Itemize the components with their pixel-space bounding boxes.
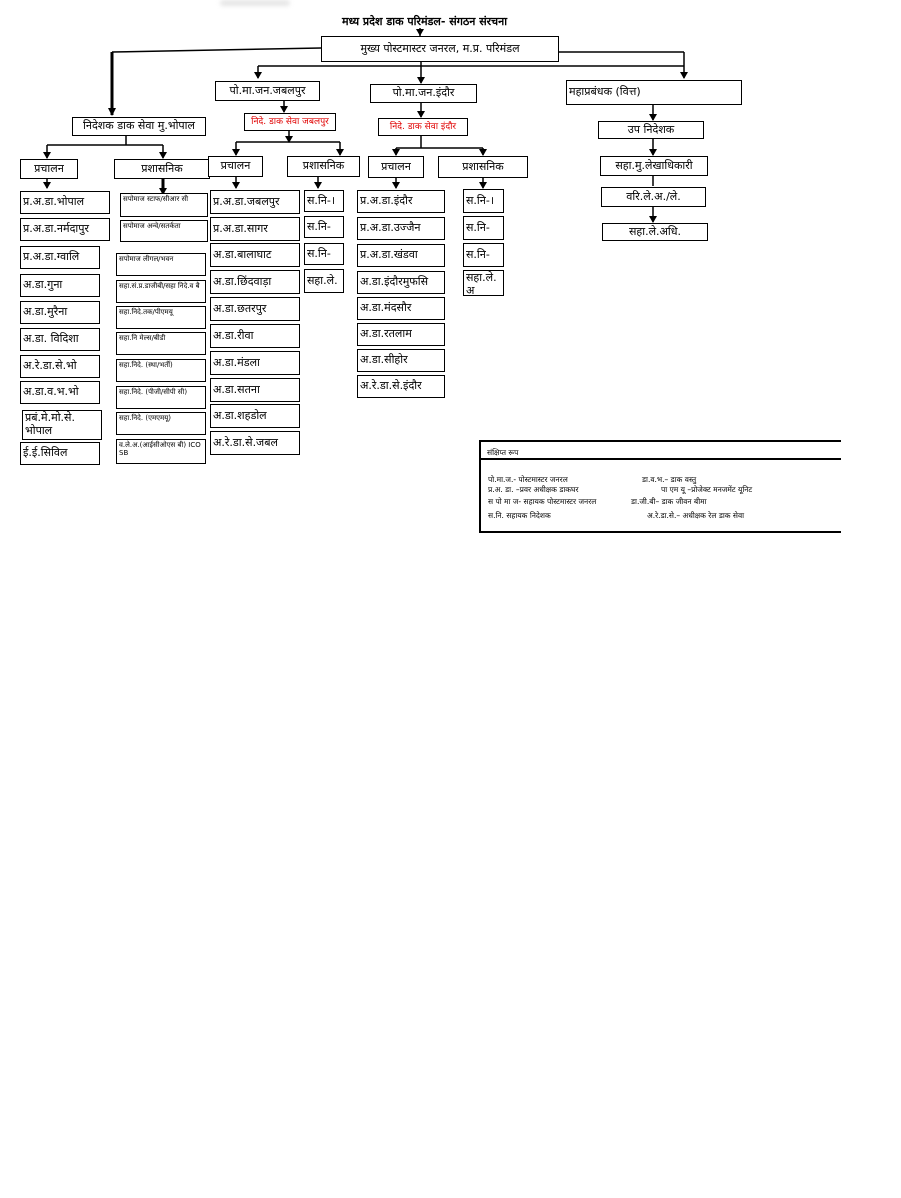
legend-divider xyxy=(481,458,841,460)
jabalpur-op-item: अ.डा.सतना xyxy=(210,378,300,402)
finance-item: सहा.मु.लेखाधिकारी xyxy=(600,156,708,176)
indore-op-item: अ.डा.इंदौरमुफसि xyxy=(357,271,445,294)
pmg-jabalpur-box: पो.मा.जन.जबलपुर xyxy=(215,81,320,101)
bhopal-adm-item: सपोमाज अन्वे/सतर्कता xyxy=(120,220,208,242)
bhopal-adm-item: सहा.नि मेल्स/बीडी xyxy=(116,332,206,355)
bhopal-op-item: प्रबं.मे.मो.से. भोपाल xyxy=(22,410,102,440)
pmg-indore-box: पो.मा.जन.इंदौर xyxy=(370,84,477,103)
indore-op-item: अ.डा.मंदसौर xyxy=(357,297,445,320)
indore-adm-item: स.नि- xyxy=(463,216,504,240)
chart-title: मध्य प्रदेश डाक परिमंडल- संगठन संरचना xyxy=(342,15,508,28)
bhopal-op-item: अ.डा.मुरैना xyxy=(20,301,100,324)
bhopal-adm-item: सहा.निदे. (एमएमयू) xyxy=(116,412,206,435)
jabalpur-op-item: प्र.अ.डा.सागर xyxy=(210,217,300,241)
bhopal-adm-item: सहा.निदे.तक/पीएमयू xyxy=(116,306,206,329)
gm-finance-box: महाप्रबंधक (वित्त) xyxy=(566,80,742,105)
indore-op-item: प्र.अ.डा.उज्जैन xyxy=(357,217,445,240)
indore-adm-item: सहा.ले. अ xyxy=(463,270,504,296)
bhopal-op-item: अ.डा. विदिशा xyxy=(20,328,100,351)
finance-item: वरि.ले.अ./ले. xyxy=(601,187,706,207)
finance-item: उप निदेशक xyxy=(598,121,704,139)
abbreviation-legend xyxy=(479,440,841,533)
chief-postmaster-general-box: मुख्य पोस्टमास्टर जनरल, म.प्र. परिमंडल xyxy=(321,36,559,62)
indore-op-item: अ.रे.डा.से.इंदौर xyxy=(357,375,445,398)
indore-adm-item: स.नि-। xyxy=(463,189,504,213)
jabalpur-operations-box: प्रचालन xyxy=(208,156,263,177)
jabalpur-op-item: अ.डा.रीवा xyxy=(210,324,300,348)
bhopal-adm-item: सहा.निदे. (पीजी/सीपी सी) xyxy=(116,386,206,409)
bhopal-op-item: प्र.अ.डा.भोपाल xyxy=(20,191,110,214)
bhopal-op-item: ई.ई.सिविल xyxy=(20,442,100,465)
legend-entry: डा.जी.बी– डाक जीवन बीमा xyxy=(631,497,707,506)
director-indore-box: निदे. डाक सेवा इंदौर xyxy=(378,118,468,136)
jabalpur-op-item: अ.रे.डा.से.जबल xyxy=(210,431,300,455)
jabalpur-adm-item: स.नि- xyxy=(304,216,344,238)
bhopal-op-item: प्र.अ.डा.नर्मदापुर xyxy=(20,218,110,241)
legend-entry: पो.मा.ज.- पोस्टमास्टर जनरल xyxy=(488,475,568,484)
jabalpur-op-item: अ.डा.शहडोल xyxy=(210,404,300,428)
jabalpur-op-item: प्र.अ.डा.जबलपुर xyxy=(210,190,300,214)
indore-op-item: प्र.अ.डा.इंदौर xyxy=(357,190,445,213)
bhopal-op-item: प्र.अ.डा.ग्वालि xyxy=(20,246,100,269)
bhopal-op-item: अ.डा.गुना xyxy=(20,274,100,297)
bhopal-op-item: अ.रे.डा.से.भो xyxy=(20,355,100,378)
legend-entry: पा एम यू –प्रोजेक्ट मनजमेंट यूनिट xyxy=(661,485,753,494)
jabalpur-op-item: अ.डा.बालाघाट xyxy=(210,243,300,267)
indore-administration-box: प्रशासनिक xyxy=(438,156,528,178)
indore-adm-item: स.नि- xyxy=(463,243,504,267)
bhopal-administration-box: प्रशासनिक xyxy=(114,159,210,179)
bhopal-adm-item: सपोमाज स्टाफ/सीआर सी xyxy=(120,193,208,217)
bhopal-adm-item: सहा.निदे. (स्था/भर्ती) xyxy=(116,359,206,382)
jabalpur-op-item: अ.डा.छिंदवाड़ा xyxy=(210,270,300,294)
indore-operations-box: प्रचालन xyxy=(368,156,424,178)
legend-entry: प्र.अ. डा. –प्रवर अधीक्षक डाकघर xyxy=(488,485,579,494)
director-bhopal-box: निदेशक डाक सेवा मु.भोपाल xyxy=(72,117,206,136)
jabalpur-adm-item: स.नि-। xyxy=(304,190,344,212)
jabalpur-op-item: अ.डा.छतरपुर xyxy=(210,297,300,321)
bhopal-adm-item: सहा.सं.प्र.डाजीबी/सहा निदे.व बै xyxy=(116,280,206,303)
legend-entry: स पो मा ज- सहायक पोस्टमास्टर जनरल xyxy=(488,497,597,506)
legend-entry: अ.रे.डा.से.– अधीक्षक रेल डाक सेवा xyxy=(647,511,745,520)
jabalpur-administration-box: प्रशासनिक xyxy=(287,156,360,177)
bhopal-adm-item: सपोमाज लीगल/भवन xyxy=(116,253,206,276)
indore-op-item: अ.डा.सीहोर xyxy=(357,349,445,372)
indore-op-item: प्र.अ.डा.खंडवा xyxy=(357,244,445,267)
jabalpur-adm-item: स.नि- xyxy=(304,243,344,265)
finance-item: सहा.ले.अधि. xyxy=(602,223,708,241)
bhopal-operations-box: प्रचालन xyxy=(20,159,78,179)
indore-op-item: अ.डा.रतलाम xyxy=(357,323,445,346)
jabalpur-adm-item: सहा.ले. xyxy=(304,269,344,293)
legend-header: संक्षिप्त रूप xyxy=(487,448,519,457)
bhopal-adm-item: व.ले.अ.(आईसीओएस बी) ICO SB xyxy=(116,439,206,464)
legend-entry: स.नि. सहायक निदेशक xyxy=(488,511,551,520)
jabalpur-op-item: अ.डा.मंडला xyxy=(210,351,300,375)
director-jabalpur-box: निदे. डाक सेवा जबलपुर xyxy=(244,113,336,131)
legend-entry: डा.व.भ.– डाक वस्तु xyxy=(642,475,697,484)
bhopal-op-item: अ.डा.व.भ.भो xyxy=(20,381,100,404)
